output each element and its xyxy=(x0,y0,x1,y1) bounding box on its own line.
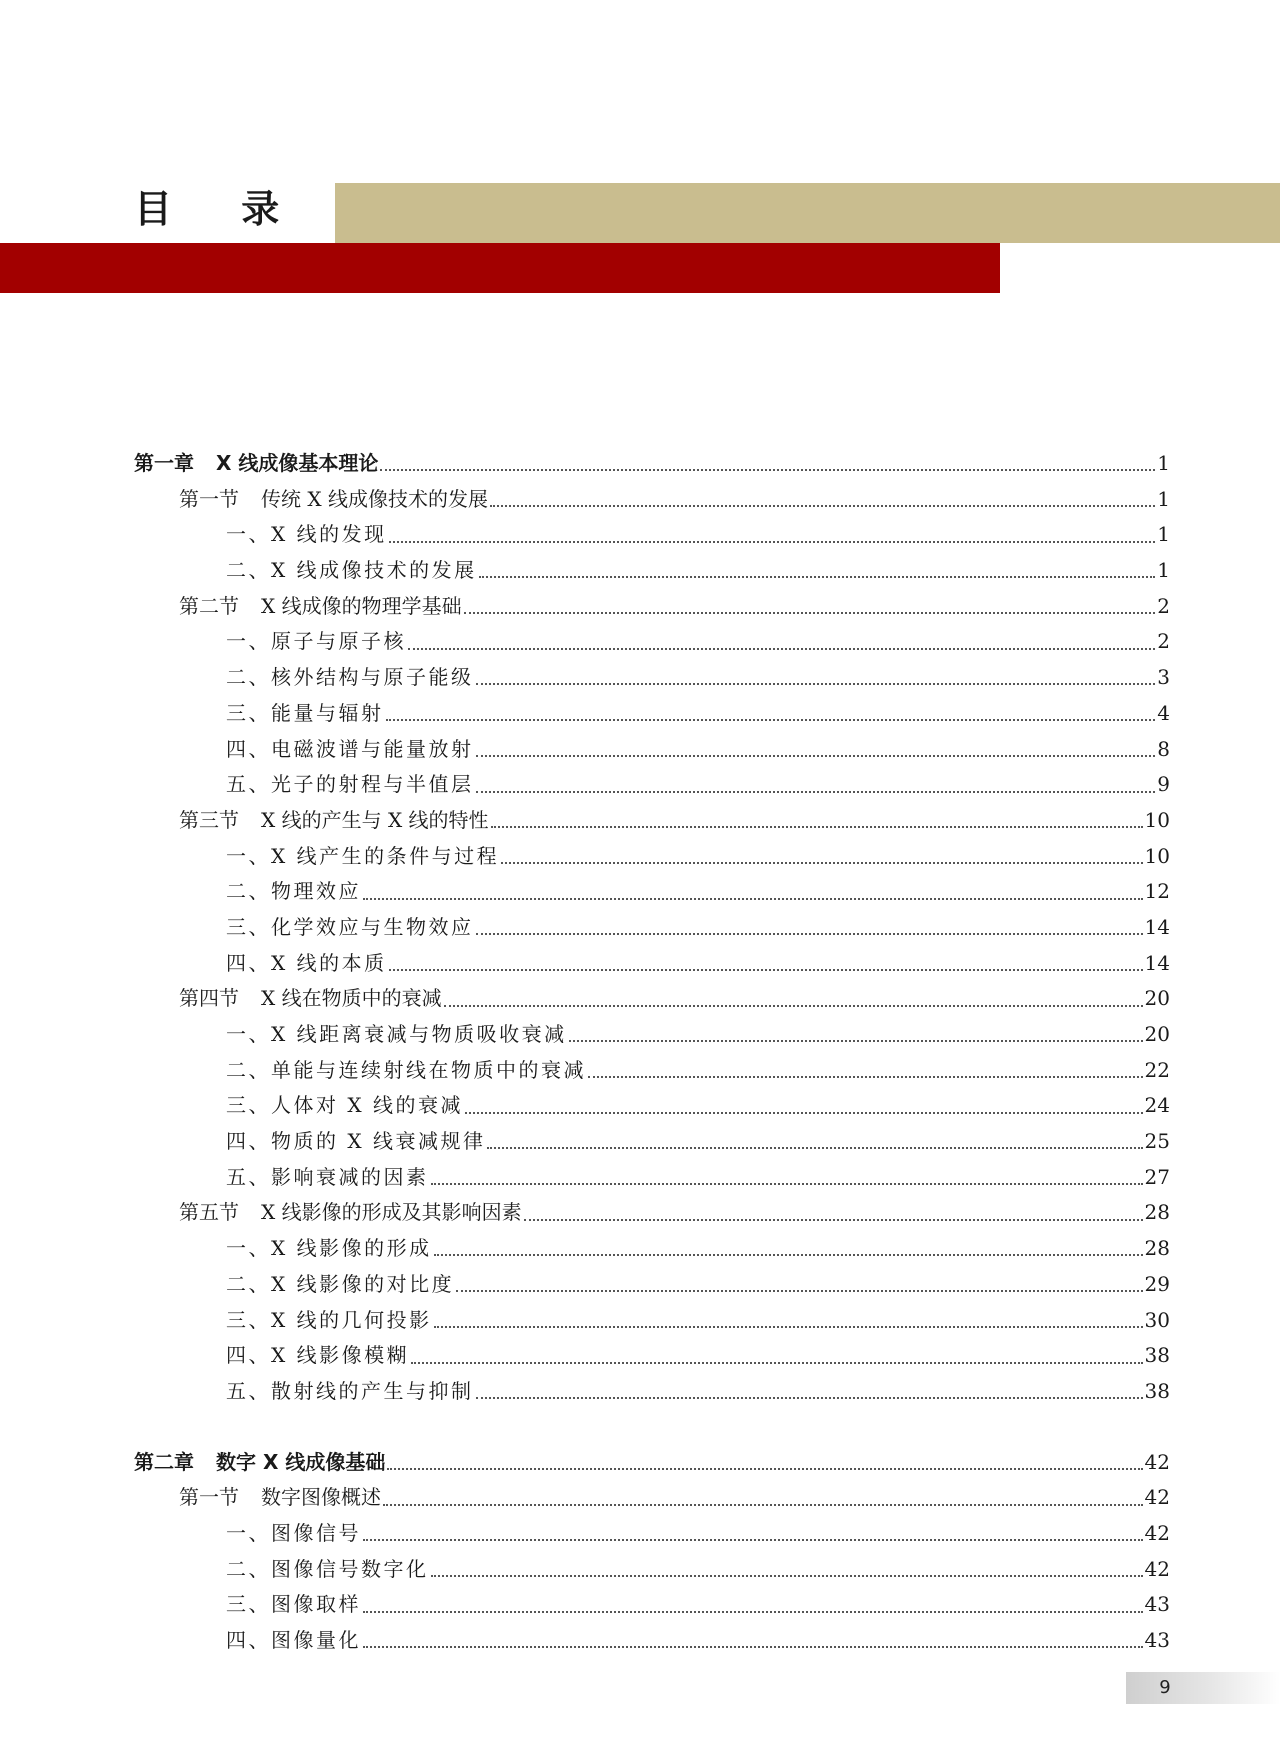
toc-dot-leader xyxy=(363,1645,1143,1648)
toc-section[interactable] xyxy=(134,981,1170,1017)
toc-entry-page: 29 xyxy=(1144,1271,1170,1296)
header-band-red xyxy=(0,243,1000,293)
toc-chapter[interactable] xyxy=(134,446,1170,482)
toc-entry-label xyxy=(226,1587,361,1623)
toc-entry-page: 3 xyxy=(1157,665,1170,690)
toc-subsection[interactable] xyxy=(134,1587,1170,1623)
toc-subsection[interactable] xyxy=(134,1338,1170,1374)
toc-dot-leader xyxy=(479,575,1156,578)
toc-entry-label xyxy=(226,839,499,875)
toc-dot-leader xyxy=(363,1610,1143,1613)
toc-entry-page: 30 xyxy=(1144,1307,1170,1332)
toc-entry-label xyxy=(179,981,442,1017)
toc-subsection[interactable] xyxy=(134,1552,1170,1588)
toc-entry-page: 24 xyxy=(1144,1093,1170,1118)
toc-entry-label xyxy=(179,482,488,518)
toc-entry-title: 四、图像量化 xyxy=(226,1628,361,1652)
toc-entry-label xyxy=(226,1552,429,1588)
toc-entry-title: X 线在物质中的衰减 xyxy=(261,986,442,1011)
toc-subsection[interactable] xyxy=(134,1017,1170,1053)
toc-dot-leader xyxy=(476,1396,1143,1399)
toc-entry-label xyxy=(226,946,387,982)
toc-entry-label xyxy=(226,1623,361,1659)
toc-dot-leader xyxy=(569,1039,1143,1042)
toc-dot-leader xyxy=(431,1574,1143,1577)
toc-entry-page: 28 xyxy=(1144,1200,1170,1225)
toc-chapter[interactable] xyxy=(134,1445,1170,1481)
toc-dot-leader xyxy=(490,504,1155,507)
toc-entry-page: 38 xyxy=(1144,1378,1170,1403)
toc-entry-title: 三、X 线的几何投影 xyxy=(226,1307,432,1332)
toc-subsection[interactable] xyxy=(134,946,1170,982)
toc-entry-title: 数字 X 线成像基础 xyxy=(216,1449,386,1474)
toc-entry-label xyxy=(179,1480,381,1516)
toc-entry-title: 三、人体对 X 线的衰减 xyxy=(226,1093,463,1118)
toc-subsection[interactable] xyxy=(134,910,1170,946)
toc-subsection[interactable] xyxy=(134,767,1170,803)
toc-entry-label xyxy=(226,1303,432,1339)
toc-entry-label xyxy=(226,624,406,660)
toc-entry-number: 第五节 xyxy=(179,1200,239,1225)
toc-dot-leader xyxy=(501,861,1142,864)
page-number: 9 xyxy=(1159,1677,1171,1698)
toc-subsection[interactable] xyxy=(134,1124,1170,1160)
toc-entry-page: 1 xyxy=(1157,486,1170,511)
toc-entry-page: 28 xyxy=(1144,1236,1170,1261)
toc-entry-page: 10 xyxy=(1144,807,1170,832)
toc-entry-page: 10 xyxy=(1144,843,1170,868)
toc-entry-label xyxy=(179,589,462,625)
toc-subsection[interactable] xyxy=(134,839,1170,875)
toc-entry-title: 二、图像信号数字化 xyxy=(226,1556,429,1581)
toc-section[interactable] xyxy=(134,482,1170,518)
toc-entry-page: 1 xyxy=(1157,558,1170,583)
toc-dot-leader xyxy=(387,1467,1142,1470)
toc-entry-label xyxy=(226,1516,361,1552)
toc-subsection[interactable] xyxy=(134,874,1170,910)
toc-dot-leader xyxy=(380,468,1155,471)
toc-subsection[interactable] xyxy=(134,732,1170,768)
toc-entry-title: X 线影像的形成及其影响因素 xyxy=(261,1200,522,1225)
toc-entry-label xyxy=(226,767,474,803)
toc-entry-title: 传统 X 线成像技术的发展 xyxy=(261,486,488,511)
toc-entry-label xyxy=(179,803,489,839)
toc-subsection[interactable] xyxy=(134,1053,1170,1089)
toc-entry-page: 14 xyxy=(1144,950,1170,975)
toc-entry-page: 42 xyxy=(1144,1520,1170,1545)
toc-entry-page: 1 xyxy=(1157,522,1170,547)
toc-section[interactable] xyxy=(134,1480,1170,1516)
toc-subsection[interactable] xyxy=(134,624,1170,660)
toc-subsection[interactable] xyxy=(134,553,1170,589)
toc-dot-leader xyxy=(487,1146,1142,1149)
toc-dot-leader xyxy=(383,1503,1143,1506)
toc-entry-label xyxy=(226,1053,586,1089)
toc-dot-leader xyxy=(408,647,1155,650)
toc-dot-leader xyxy=(363,1538,1143,1541)
toc-entry-title: X 线成像的物理学基础 xyxy=(261,593,462,618)
toc-subsection[interactable] xyxy=(134,1303,1170,1339)
toc-entry-title: 一、X 线的发现 xyxy=(226,522,387,547)
toc-entry-label xyxy=(134,1445,385,1481)
toc-entry-title: X 线的产生与 X 线的特性 xyxy=(261,807,489,832)
toc-entry-number: 第一节 xyxy=(179,486,239,511)
toc-dot-leader xyxy=(411,1361,1142,1364)
toc-entry-label xyxy=(226,1231,432,1267)
toc-dot-leader xyxy=(363,897,1143,900)
toc-dot-leader xyxy=(465,1111,1143,1114)
toc-entry-title: 二、核外结构与原子能级 xyxy=(226,665,474,690)
toc-entry-title: 四、X 线影像模糊 xyxy=(226,1343,410,1368)
toc-subsection[interactable] xyxy=(134,1623,1170,1659)
page-title: 目 录 xyxy=(134,187,308,231)
toc-dot-leader xyxy=(588,1075,1143,1078)
toc-dot-leader xyxy=(389,968,1143,971)
toc-entry-title: 一、图像信号 xyxy=(226,1520,361,1545)
toc-entry-page: 8 xyxy=(1157,736,1170,761)
toc-entry-page: 43 xyxy=(1144,1628,1170,1652)
toc-subsection[interactable] xyxy=(134,660,1170,696)
toc-entry-label xyxy=(226,874,361,910)
toc-entry-title: 二、X 线影像的对比度 xyxy=(226,1271,455,1296)
toc-dot-leader xyxy=(476,754,1156,757)
table-of-contents xyxy=(134,446,1170,1659)
toc-entry-label xyxy=(226,1160,429,1196)
toc-subsection[interactable] xyxy=(134,1231,1170,1267)
toc-entry-title: 一、原子与原子核 xyxy=(226,629,406,654)
toc-dot-leader xyxy=(434,1253,1143,1256)
toc-dot-leader xyxy=(434,1325,1143,1328)
toc-entry-page: 2 xyxy=(1157,629,1170,654)
toc-entry-title: 一、X 线产生的条件与过程 xyxy=(226,843,500,868)
toc-entry-title: 二、物理效应 xyxy=(226,879,361,904)
toc-entry-page: 9 xyxy=(1157,772,1170,797)
toc-dot-leader xyxy=(444,1004,1143,1007)
toc-dot-leader xyxy=(431,1182,1143,1185)
toc-entry-label xyxy=(179,1195,522,1231)
toc-entry-page: 25 xyxy=(1144,1129,1170,1154)
toc-entry-page: 42 xyxy=(1144,1485,1170,1510)
toc-entry-title: 一、X 线距离衰减与物质吸收衰减 xyxy=(226,1022,567,1046)
toc-entry-title: 数字图像概述 xyxy=(261,1485,381,1510)
toc-entry-page: 12 xyxy=(1144,879,1170,904)
toc-subsection[interactable] xyxy=(134,1267,1170,1303)
toc-entry-label xyxy=(226,1124,485,1160)
toc-entry-title: 四、电磁波谱与能量放射 xyxy=(226,736,474,761)
toc-entry-page: 1 xyxy=(1157,451,1170,475)
toc-entry-label xyxy=(226,732,474,768)
toc-entry-label xyxy=(226,1088,463,1124)
toc-dot-leader xyxy=(476,790,1156,793)
toc-entry-title: 四、物质的 X 线衰减规律 xyxy=(226,1129,486,1154)
toc-entry-title: 五、光子的射程与半值层 xyxy=(226,772,474,797)
toc-entry-title: X 线成像基本理论 xyxy=(216,451,379,475)
toc-section[interactable] xyxy=(134,1195,1170,1231)
toc-entry-label xyxy=(226,696,384,732)
toc-entry-label xyxy=(226,910,474,946)
toc-entry-page: 22 xyxy=(1144,1057,1170,1082)
toc-entry-page: 38 xyxy=(1144,1343,1170,1368)
toc-entry-number: 第二章 xyxy=(134,1449,194,1474)
toc-dot-leader xyxy=(464,611,1156,614)
toc-entry-number: 第一节 xyxy=(179,1485,239,1510)
toc-subsection[interactable] xyxy=(134,517,1170,553)
toc-entry-page: 27 xyxy=(1144,1164,1170,1189)
toc-entry-label xyxy=(226,1338,409,1374)
toc-entry-label xyxy=(226,1374,474,1410)
toc-entry-title: 一、X 线影像的形成 xyxy=(226,1236,432,1261)
toc-dot-leader xyxy=(491,825,1143,828)
toc-entry-page: 14 xyxy=(1144,914,1170,939)
toc-entry-title: 五、散射线的产生与抑制 xyxy=(226,1378,474,1403)
toc-entry-title: 二、X 线成像技术的发展 xyxy=(226,558,477,583)
toc-subsection[interactable] xyxy=(134,1374,1170,1410)
toc-entry-title: 三、能量与辐射 xyxy=(226,700,384,725)
toc-entry-page: 43 xyxy=(1144,1592,1170,1617)
toc-entry-number: 第三节 xyxy=(179,807,239,832)
toc-subsection[interactable] xyxy=(134,1516,1170,1552)
toc-subsection[interactable] xyxy=(134,1088,1170,1124)
toc-entry-page: 20 xyxy=(1144,1022,1170,1046)
toc-entry-label xyxy=(226,660,474,696)
toc-section[interactable] xyxy=(134,803,1170,839)
toc-entry-label xyxy=(226,517,387,553)
toc-entry-number: 第一章 xyxy=(134,451,194,475)
toc-entry-page: 20 xyxy=(1144,986,1170,1011)
toc-section[interactable] xyxy=(134,589,1170,625)
toc-entry-page: 2 xyxy=(1157,593,1170,618)
toc-dot-leader xyxy=(389,540,1156,543)
toc-entry-label xyxy=(134,446,378,482)
toc-entry-number: 第二节 xyxy=(179,593,239,618)
toc-entry-label xyxy=(226,553,477,589)
toc-dot-leader xyxy=(476,932,1143,935)
toc-subsection[interactable] xyxy=(134,1160,1170,1196)
toc-entry-page: 42 xyxy=(1144,1556,1170,1581)
toc-dot-leader xyxy=(476,682,1156,685)
toc-dot-leader xyxy=(386,718,1156,721)
toc-entry-title: 四、X 线的本质 xyxy=(226,950,387,975)
toc-entry-title: 三、化学效应与生物效应 xyxy=(226,914,474,939)
toc-entry-number: 第四节 xyxy=(179,986,239,1011)
toc-entry-page: 4 xyxy=(1157,700,1170,725)
toc-subsection[interactable] xyxy=(134,696,1170,732)
toc-entry-label xyxy=(226,1017,567,1053)
toc-entry-page: 42 xyxy=(1144,1449,1170,1474)
toc-entry-title: 三、图像取样 xyxy=(226,1592,361,1617)
toc-dot-leader xyxy=(456,1289,1142,1292)
toc-entry-title: 二、单能与连续射线在物质中的衰减 xyxy=(226,1057,586,1082)
toc-entry-title: 五、影响衰减的因素 xyxy=(226,1164,429,1189)
toc-dot-leader xyxy=(524,1218,1143,1221)
toc-entry-label xyxy=(226,1267,454,1303)
header-band-tan xyxy=(335,183,1280,243)
